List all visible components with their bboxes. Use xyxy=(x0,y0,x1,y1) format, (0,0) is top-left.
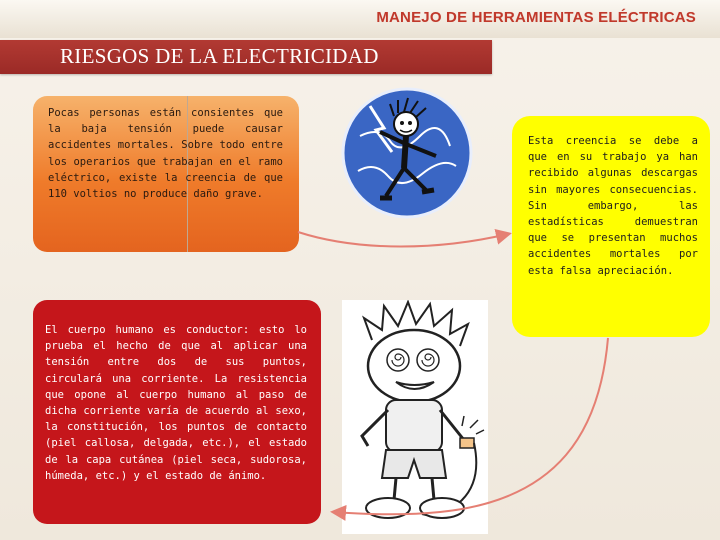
yellow-box-text: Esta creencia se debe a que en su trabajo ya han recibido algunas descargas sin mayores consecuencias. Sin embargo, las estadísticas demuestran que se presentan muchos accidentes mortales por esta falsa apreciación. xyxy=(528,135,698,277)
orange-box-text: Pocas personas están consientes que la baja tensión puede causar accidentes mortales. Sobre todo entre los operarios que trabajan en el ramo eléctrico, existe la creencia de que 110 voltios no produce daño grave. xyxy=(48,107,283,201)
section-title: MANEJO DE HERRAMIENTAS ELÉCTRICAS xyxy=(376,9,696,26)
orange-text-box xyxy=(33,96,299,252)
electrocuted-figure-illustration xyxy=(340,86,474,220)
red-box-text: El cuerpo humano es conductor: esto lo prueba el hecho de que al aplicar una tensión entre dos de sus puntos, circulará una corriente. La resistencia que opone al cuerpo humano al paso de dicha corriente varía de acuerdo al sexo, la constitución, los puntos de contacto (piel callosa, delgada, etc.), el estado de la capa cutánea (piel seca, sudorosa, húmeda, etc.) y el estado de ánimo. xyxy=(45,324,307,482)
shocked-kid-illustration-frame xyxy=(342,300,488,534)
header-bar xyxy=(0,0,720,38)
slide-title: RIESGOS DE LA ELECTRICIDAD xyxy=(60,44,379,68)
yellow-text-box xyxy=(512,116,710,337)
red-text-box xyxy=(33,300,321,524)
shocked-kid-illustration xyxy=(342,300,488,534)
